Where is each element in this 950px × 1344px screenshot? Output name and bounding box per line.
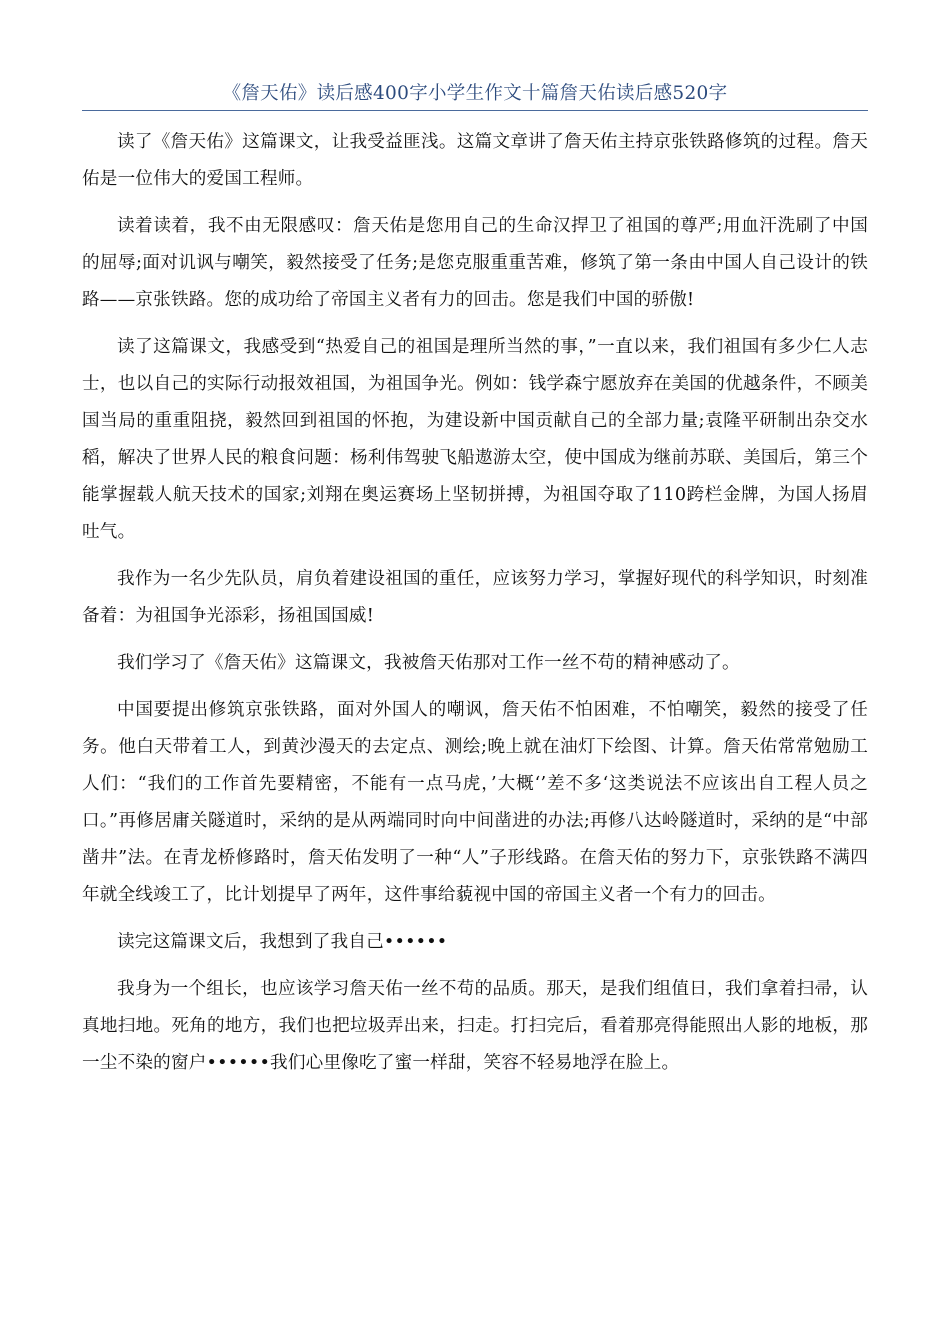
page-title: 《詹天佑》读后感400字小学生作文十篇詹天佑读后感520字	[222, 83, 728, 104]
paragraph-6: 中国要提出修筑京张铁路，面对外国人的嘲讽，詹天佑不怕困难，不怕嘲笑，毅然的接受了任务。他白天带着工人，到黄沙漫天的去定点、测绘;晚上就在油灯下绘图、计算。詹天佑常常勉励工人们：“我们的工作首先要精密，不能有一点马虎，’大概‘’差不多‘这类说法不应该出自工程人员之口。”再修居庸关隧道时，采纳的是从两端同时向中间凿进的办法;再修八达岭隧道时，采纳的是“中部凿井”法。在青龙桥修路时，詹天佑发明了一种“人”子形线路。在詹天佑的努力下，京张铁路不满四年就全线竣工了，比计划提早了两年，这件事给藐视中国的帝国主义者一个有力的回击。	[82, 700, 868, 905]
page-header	[82, 80, 868, 111]
paragraph-5: 我们学习了《詹天佑》这篇课文，我被詹天佑那对工作一丝不苟的精神感动了。	[117, 653, 740, 673]
paragraph-2: 读着读着，我不由无限感叹：詹天佑是您用自己的生命汉捍卫了祖国的尊严;用血汗洗刷了中国的屈辱;面对讥讽与嘲笑，毅然接受了任务;是您克服重重苦难，修筑了第一条由中国人自己设计的铁路——京张铁路。您的成功给了帝国主义者有力的回击。您是我们中国的骄傲!	[82, 216, 868, 310]
article-body	[82, 124, 868, 1092]
paragraph-1: 读了《詹天佑》这篇课文，让我受益匪浅。这篇文章讲了詹天佑主持京张铁路修筑的过程。詹天佑是一位伟大的爱国工程师。	[82, 132, 868, 189]
paragraph-8: 我身为一个组长，也应该学习詹天佑一丝不苟的品质。那天，是我们组值日，我们拿着扫帚，认真地扫地。死角的地方，我们也把垃圾弄出来，扫走。打扫完后，看着那亮得能照出人影的地板，那一尘不染的窗户••••••我们心里像吃了蜜一样甜，笑容不轻易地浮在脸上。	[82, 979, 868, 1073]
paragraph-4: 我作为一名少先队员，肩负着建设祖国的重任，应该努力学习，掌握好现代的科学知识，时刻准备着：为祖国争光添彩，扬祖国国威!	[82, 569, 868, 626]
paragraph-7: 读完这篇课文后，我想到了我自己••••••	[117, 932, 448, 952]
paragraph-3: 读了这篇课文，我感受到“热爱自己的祖国是理所当然的事，”一直以来，我们祖国有多少仁人志士，也以自己的实际行动报效祖国，为祖国争光。例如：钱学森宁愿放弃在美国的优越条件，不顾美国当局的重重阻挠，毅然回到祖国的怀抱，为建设新中国贡献自己的全部力量;袁隆平研制出杂交水稻，解决了世界人民的粮食问题：杨利伟驾驶飞船遨游太空，使中国成为继前苏联、美国后，第三个能掌握载人航天技术的国家;刘翔在奥运赛场上坚韧拼搏，为祖国夺取了110跨栏金牌，为国人扬眉吐气。	[82, 337, 868, 542]
